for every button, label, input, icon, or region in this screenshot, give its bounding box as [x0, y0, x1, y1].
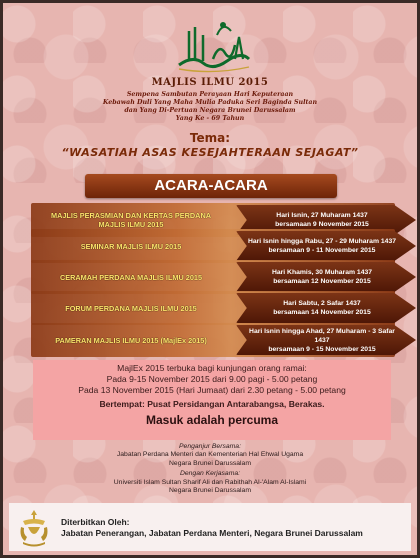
event-date-1: Hari Khamis, 30 Muharam 1437 — [271, 269, 373, 276]
event-date-2: bersamaan 12 November 2015 — [273, 278, 371, 285]
kerjasama-line-1: Universiti Islam Sultan Sharif Ali dan Rabithah Al-'Alam Al-Islami — [113, 478, 307, 486]
brand-title: MAJLIS ILMU 2015 — [151, 77, 269, 88]
subtitle-line-1: Sempena Sambutan Perayaan Hari Keputeraan — [126, 91, 294, 98]
brunei-crest-icon — [17, 507, 51, 547]
acara-title: ACARA-ACARA — [85, 174, 337, 198]
event-date-1: Hari Isnin, 27 Muharam 1437 — [276, 212, 368, 219]
credits — [3, 443, 417, 495]
event-date-2: bersamaan 9 November 2015 — [275, 221, 369, 228]
info-line-1: MajlEx 2015 terbuka bagi kunjungan orang ramai: — [117, 363, 307, 373]
tema-text: “WASATIAH ASAS KESEJAHTERAAN SEJAGAT” — [61, 146, 359, 159]
penganjur-label: Penganjur Bersama: — [179, 443, 241, 450]
event-dates — [247, 262, 397, 292]
event-date-1: Hari Isnin hingga Rabu, 27 - 29 Muharam 1437 — [247, 238, 397, 245]
header — [3, 3, 417, 173]
info-box — [33, 360, 391, 440]
kerjasama-label: Dengan Kerjasama: — [179, 470, 241, 478]
penganjur-line-2: Negara Brunei Darussalam — [169, 459, 251, 467]
event-row — [31, 260, 395, 294]
event-name: FORUM PERDANA MAJLIS ILMU 2015 — [65, 303, 197, 313]
event-date-2: bersamaan 14 November 2015 — [273, 309, 371, 316]
event-name: CERAMAH PERDANA MAJLIS ILMU 2015 — [59, 272, 203, 282]
event-date-2: bersamaan 9 - 15 November 2015 — [268, 345, 376, 353]
event-row — [31, 323, 395, 357]
info-line-3: Pada 13 November 2015 (Hari Jumaat) dari 2.30 petang - 5.00 petang — [78, 385, 346, 395]
event-name: SEMINAR MAJLIS ILMU 2015 — [80, 241, 182, 251]
calligraphy-logo-icon — [173, 15, 253, 73]
event-row — [31, 229, 395, 263]
event-date-1: Hari Isnin hingga Ahad, 27 Muharam - 3 Safar 1437 — [249, 327, 395, 344]
info-line-2: Pada 9-15 November 2015 dari 9.00 pagi - 5.00 petang — [106, 374, 318, 384]
free-entry-text: Masuk adalah percuma — [145, 413, 279, 427]
event-date-1: Hari Sabtu, 2 Safar 1437 — [283, 300, 361, 307]
event-row — [31, 291, 395, 325]
event-name: MAJLIS PERASMIAN DAN KERTAS PERDANA MAJLIS ILMU 2015 — [50, 211, 211, 229]
penganjur-line-1: Jabatan Perdana Menteri dan Kementerian Hal Ehwal Ugama — [116, 451, 304, 459]
event-date-2: bersamaan 9 - 11 November 2015 — [268, 247, 376, 254]
event-dates — [247, 325, 397, 355]
event-dates — [247, 231, 397, 261]
tema-label: Tema: — [189, 131, 231, 145]
subtitle-line-4: Yang Ke - 69 Tahun — [175, 115, 245, 122]
subtitle-line-2: Kebawah Duli Yang Maha Mulia Paduka Seri Baginda Sultan — [102, 99, 318, 106]
kerjasama-line-2: Negara Brunei Darussalam — [169, 487, 251, 495]
publisher-label: Diterbitkan Oleh: — [61, 517, 130, 527]
publisher-name: Jabatan Penerangan, Jabatan Perdana Menteri, Negara Brunei Darussalam — [61, 528, 363, 538]
event-name: PAMERAN MAJLIS ILMU 2015 (MajlEx 2015) — [55, 335, 207, 345]
venue-text: Bertempat: Pusat Persidangan Antarabangsa, Berakas. — [99, 399, 325, 409]
footer — [9, 503, 411, 551]
subtitle-line-3: dan Yang Di-Pertuan Negara Brunei Darussalam — [124, 107, 296, 114]
event-dates — [247, 293, 397, 323]
